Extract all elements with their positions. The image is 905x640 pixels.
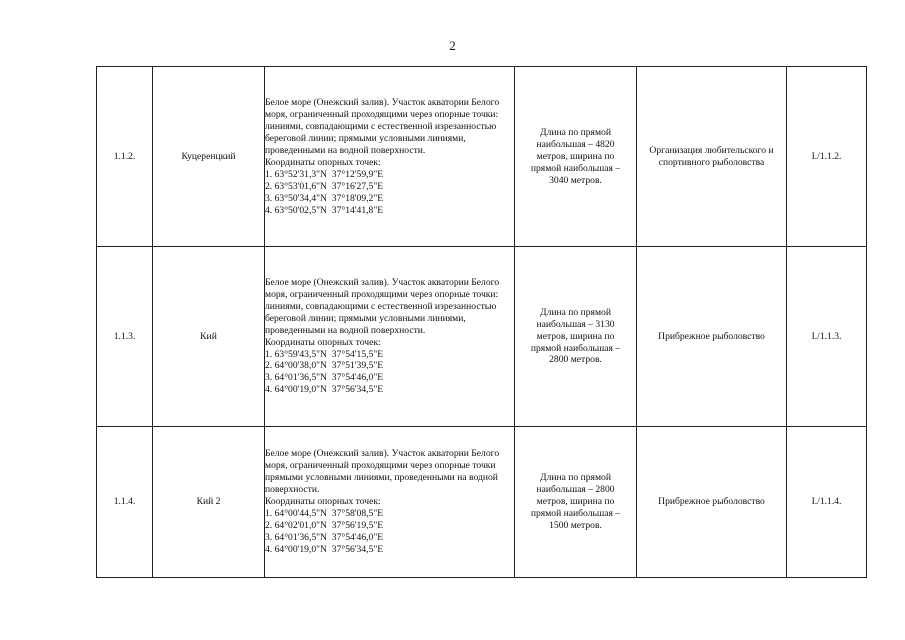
coord-point: 3. 64°01'36,5"N 37°54'46,0"E	[265, 531, 384, 543]
coord-point: 2. 64°00'38,0"N 37°51'39,5"E	[265, 360, 384, 372]
area-ref: I./1.1.4.	[787, 426, 867, 577]
fishing-areas-table	[96, 66, 867, 578]
area-ref: I./1.1.2.	[787, 67, 867, 247]
coord-point: 3. 63°50'34,4"N 37°18'09,2"E	[265, 192, 384, 204]
coord-point: 3. 64°01'36,5"N 37°54'46,0"E	[265, 372, 384, 384]
area-ref: I./1.1.3.	[787, 247, 867, 426]
area-size-cell	[515, 426, 637, 577]
coord-point: 2. 63°53'01,6"N 37°16'27,5"E	[265, 180, 384, 192]
coord-point: 4. 64°00'19,0"N 37°56'34,5"E	[265, 384, 384, 396]
coord-point: 1. 64°00'44,5"N 37°58'08,5"E	[265, 507, 384, 519]
area-size-cell	[515, 67, 637, 247]
area-purpose: Прибрежное рыболовство	[658, 495, 765, 507]
area-description-cell	[265, 67, 515, 247]
coord-point: 4. 64°00'19,0"N 37°56'34,5"E	[265, 543, 384, 555]
page-number: 2	[449, 38, 456, 53]
area-description: Белое море (Онежский залив). Участок акватории Белого моря, ограниченный проходящими через опорные точки прямыми условными линиями, проведенными на водной поверхности.	[265, 447, 500, 495]
area-name: Кий	[153, 247, 265, 426]
area-size-cell	[515, 247, 637, 426]
area-purpose: Прибрежное рыболовство	[658, 330, 765, 342]
table-row	[97, 247, 867, 426]
area-purpose-cell	[637, 426, 787, 577]
area-size: Длина по прямой наибольшая – 3130 метров, ширина по прямой наибольшая – 2800 метров.	[530, 306, 621, 366]
area-name: Куцеренцкий	[153, 67, 265, 247]
area-description: Белое море (Онежский залив). Участок акватории Белого моря, ограниченный проходящими через опорные точки: линиями, совпадающими с естественной изрезанностью береговой линии; прямыми условными линиями, проведенными на водной поверхности.	[265, 276, 500, 336]
area-size: Длина по прямой наибольшая – 2800 метров, ширина по прямой наибольшая – 1500 метров.	[530, 471, 621, 531]
area-purpose-cell	[637, 247, 787, 426]
table-row	[97, 426, 867, 577]
coords-label: Координаты опорных точек:	[265, 336, 381, 348]
area-name: Кий 2	[153, 426, 265, 577]
table-row	[97, 67, 867, 247]
area-size: Длина по прямой наибольшая – 4820 метров, ширина по прямой наибольшая – 3040 метров.	[530, 126, 621, 186]
area-purpose: Организация любительского и спортивного рыболовства	[649, 144, 774, 168]
area-description: Белое море (Онежский залив). Участок акватории Белого моря, ограниченный проходящими через опорные точки: линиями, совпадающими с естественной изрезанностью береговой линии; прямыми условными линиями, проведенными на водной поверхности.	[265, 96, 500, 156]
area-description-cell	[265, 426, 515, 577]
coords-label: Координаты опорных точек:	[265, 156, 381, 168]
row-number: 1.1.2.	[97, 67, 153, 247]
coords-label: Координаты опорных точек:	[265, 495, 381, 507]
coord-point: 1. 63°59'43,5"N 37°54'15,5"E	[265, 348, 384, 360]
row-number: 1.1.3.	[97, 247, 153, 426]
coord-point: 4. 63°50'02,5"N 37°14'41,8"E	[265, 204, 384, 216]
coord-point: 2. 64°02'01,0"N 37°56'19,5"E	[265, 519, 384, 531]
coord-point: 1. 63°52'31,3"N 37°12'59,9"E	[265, 168, 384, 180]
area-purpose-cell	[637, 67, 787, 247]
row-number: 1.1.4.	[97, 426, 153, 577]
area-description-cell	[265, 247, 515, 426]
